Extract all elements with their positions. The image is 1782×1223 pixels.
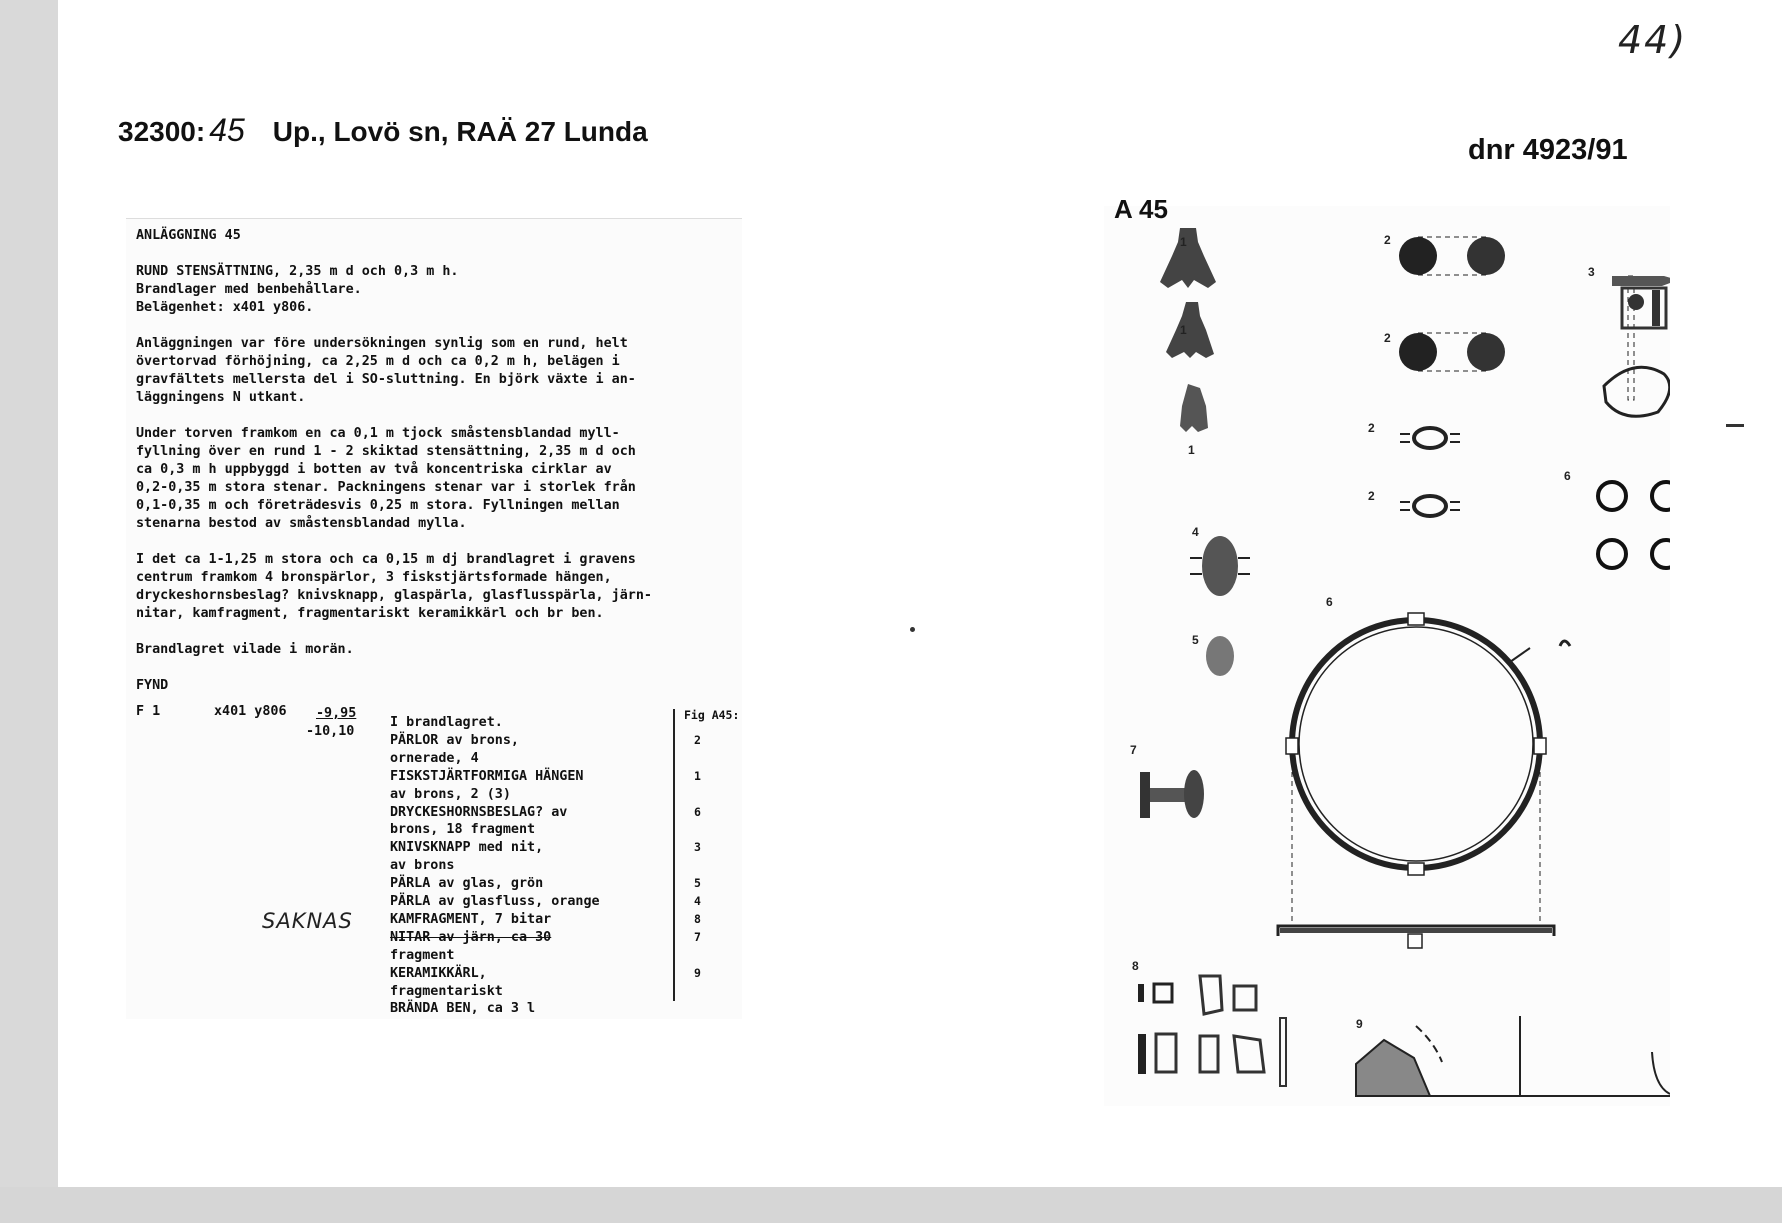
find-line-fig: 1 <box>694 768 701 783</box>
find-line <box>138 805 738 823</box>
find-line-text: PÄRLA av glasfluss, orange <box>390 894 600 909</box>
drinking-horn-mount-drawing <box>1278 613 1570 948</box>
find-line <box>138 930 738 948</box>
para1-line-1: Anläggningen var före undersökningen synlig som en rund, helt <box>136 336 628 351</box>
find-line-fig: 8 <box>694 911 701 926</box>
fig-heading: Fig A45: <box>684 708 740 722</box>
find-line <box>138 787 738 805</box>
find-line <box>138 751 738 769</box>
para4-line: Brandlagret vilade i morän. <box>136 642 354 657</box>
fishtail-pendant-drawing-3 <box>1180 384 1208 432</box>
find-line-text: DRYCKESHORNSBESLAG? av <box>390 804 568 820</box>
find-line-text: brons, 18 fragment <box>390 822 536 838</box>
find-line <box>138 966 738 984</box>
fig-number-9: 9 <box>1356 1017 1363 1031</box>
comb-fragment-drawings <box>1138 976 1286 1086</box>
find-line <box>138 822 738 840</box>
para3-line-1: I det ca 1-1,25 m stora och ca 0,15 m dj brandlagret i gravens <box>136 552 636 567</box>
fishtail-pendant-drawing-1 <box>1160 228 1216 288</box>
find-line-text: PÄRLA av glas, grön <box>390 876 544 892</box>
ceramic-vessel-drawing <box>1356 1016 1670 1096</box>
record-card <box>126 218 742 1019</box>
bronze-ring-drawings <box>1598 482 1670 568</box>
find-line-text: ornerade, 4 <box>390 750 479 766</box>
find-line-text: KAMFRAGMENT, 7 bitar <box>390 911 552 927</box>
para1-line-4: läggningens N utkant. <box>136 390 306 405</box>
para3-line-4: nitar, kamfragment, fragmentariskt keramikkärl och br ben. <box>136 606 604 621</box>
scan-border-bottom <box>0 1187 1782 1223</box>
find-line <box>138 840 738 858</box>
find-line-text: av brons <box>390 858 455 874</box>
find-line <box>138 858 738 876</box>
fig-number-5: 5 <box>1192 633 1199 647</box>
para2-line-2: fyllning över en rund 1 - 2 skiktad stensättning, 2,35 m d och <box>136 444 636 459</box>
fig-number-7: 7 <box>1130 743 1137 757</box>
find-line-fig: 9 <box>694 965 701 980</box>
site-title: Up., Lovö sn, RAÄ 27 Lunda <box>272 116 648 147</box>
bronze-bead-drawing-3 <box>1400 428 1460 448</box>
find-line-text: av brons, 2 (3) <box>390 786 511 802</box>
fig-number-1a: 1 <box>1180 235 1187 249</box>
bronze-bead-drawing-2 <box>1399 333 1505 371</box>
registration-number: dnr 4923/91 <box>1468 134 1628 166</box>
plate-label: A 45 <box>1114 194 1168 224</box>
find-line <box>138 876 738 894</box>
summary-line-1: RUND STENSÄTTNING, 2,35 m d och 0,3 m h. <box>136 264 459 279</box>
find-line-fig: 2 <box>694 732 701 747</box>
fig-number-3: 3 <box>1588 265 1595 279</box>
find-line-text: fragment <box>390 947 455 963</box>
fig-number-6b: 6 <box>1326 595 1333 609</box>
document-header <box>118 112 648 149</box>
summary-line-2: Brandlager med benbehållare. <box>136 282 362 297</box>
find-line-text: KERAMIKKÄRL, <box>390 965 487 981</box>
para1-line-3: gravfältets mellersta del i SO-sluttning. En björk växte i an- <box>136 372 636 387</box>
find-line-text: fragmentariskt <box>390 983 503 999</box>
knife-knob-drawing <box>1604 276 1670 416</box>
para2-line-1: Under torven framkom en ca 0,1 m tjock småstensblandad myll- <box>136 426 620 441</box>
fig-number-2d: 2 <box>1368 489 1375 503</box>
find-line <box>138 948 738 966</box>
find-line <box>138 984 738 1002</box>
find-line <box>138 715 738 733</box>
find-line-text: I brandlagret. <box>390 715 503 730</box>
find-line-text: FISKSTJÄRTFORMIGA HÄNGEN <box>390 768 584 784</box>
handwritten-page-number: 44) <box>1618 18 1688 62</box>
para2-line-6: stenarna bestod av småstensblandad mylla. <box>136 516 467 531</box>
find-line <box>138 1001 738 1019</box>
find-line-text: PÄRLOR av brons, <box>390 732 519 748</box>
find-line-fig: 7 <box>694 929 701 944</box>
fig-number-6a: 6 <box>1564 469 1571 483</box>
find-level-bottom: -10,10 <box>306 724 355 739</box>
find-line <box>138 912 738 930</box>
fig-number-2c: 2 <box>1368 421 1375 435</box>
artefact-drawings <box>1104 206 1670 1106</box>
find-line-text: KNIVSKNAPP med nit, <box>390 840 544 856</box>
para2-line-3: ca 0,3 m h uppbyggd i botten av två koncentriska cirklar av <box>136 462 612 477</box>
card-heading: ANLÄGGNING 45 <box>136 228 241 243</box>
para2-line-5: 0,1-0,35 m och företrädesvis 0,25 m stora. Fyllningen mellan <box>136 498 620 513</box>
glass-bead-drawing <box>1206 636 1234 676</box>
summary-line-3: Belägenhet: x401 y806. <box>136 300 314 315</box>
fig-number-2a: 2 <box>1384 233 1391 247</box>
fynd-heading: FYND <box>136 678 169 693</box>
find-line <box>138 733 738 751</box>
find-line <box>138 769 738 787</box>
stray-mark-right <box>1726 424 1744 427</box>
bronze-bead-drawing-1 <box>1399 237 1505 275</box>
find-line-text: NITAR av järn, ca 30 <box>390 929 552 945</box>
handwritten-saknas-note: SAKNAS <box>262 909 353 933</box>
glass-flux-bead-drawing <box>1190 536 1250 596</box>
scan-border-left <box>0 0 58 1223</box>
fig-number-8: 8 <box>1132 959 1139 973</box>
find-line-fig: 5 <box>694 876 701 891</box>
catalog-handwritten-number: 45 <box>209 112 245 148</box>
para2-line-4: 0,2-0,35 m stora stenar. Packningens stenar var i storlek från <box>136 480 636 495</box>
find-line-text: BRÄNDA BEN, ca 3 l <box>390 1001 536 1017</box>
fig-number-2b: 2 <box>1384 331 1391 345</box>
para3-line-3: dryckeshornsbeslag? knivsknapp, glaspärla, glasflusspärla, järn- <box>136 588 652 603</box>
find-level-top: -9,95 <box>316 706 357 721</box>
find-coords: x401 y806 <box>214 704 287 719</box>
find-id: F 1 <box>136 704 161 719</box>
find-line-fig: 6 <box>694 804 701 819</box>
fig-number-4: 4 <box>1192 525 1199 539</box>
para1-line-2: övertorvad förhöjning, ca 2,25 m d och ca 0,2 m h, belägen i <box>136 354 620 369</box>
find-line-fig: 4 <box>694 894 701 908</box>
iron-rivet-drawing <box>1140 770 1204 818</box>
bronze-bead-drawing-4 <box>1400 496 1460 516</box>
find-line-fig: 3 <box>694 840 701 855</box>
stray-mark <box>910 627 915 632</box>
fishtail-pendant-drawing-2 <box>1166 302 1214 358</box>
catalog-number: 32300: <box>118 116 206 147</box>
para3-line-2: centrum framkom 4 bronspärlor, 3 fiskstjärtsformade hängen, <box>136 570 612 585</box>
fig-number-1b: 1 <box>1180 323 1187 337</box>
find-line <box>138 894 738 912</box>
fig-number-1c: 1 <box>1188 443 1195 457</box>
